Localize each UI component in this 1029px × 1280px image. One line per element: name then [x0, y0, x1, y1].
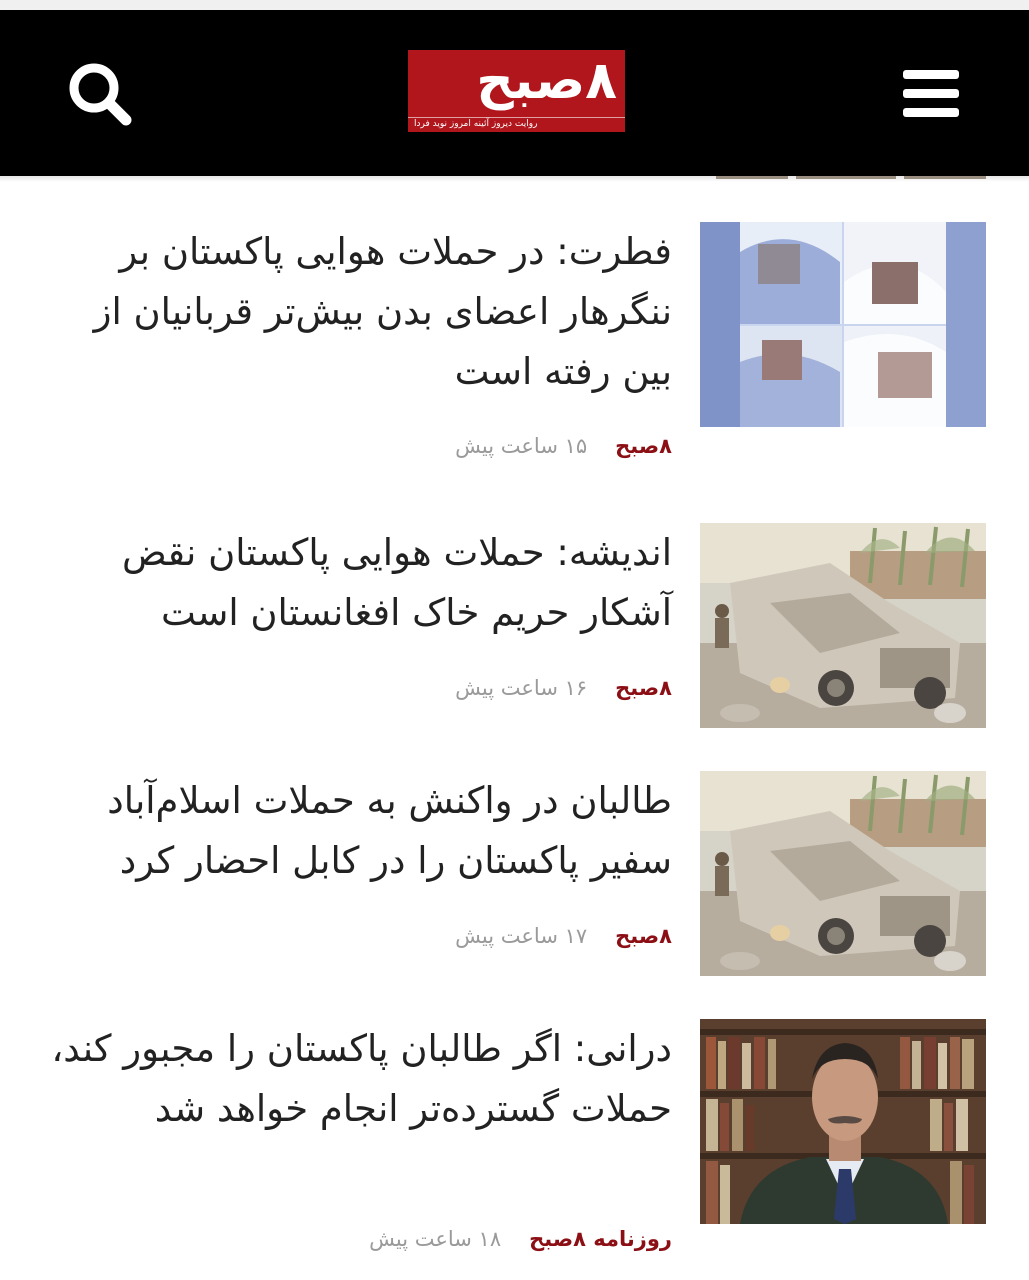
article-title[interactable]: طالبان در واکنش به حملات اسلام‌آباد سفیر پاکستان را در کابل احضار کرد	[107, 779, 672, 882]
article-time: ۱۷ ساعت پیش	[455, 924, 588, 948]
article-meta	[369, 1227, 672, 1251]
article-source[interactable]: ۸صبح	[615, 434, 672, 458]
previous-thumbnail-edge	[796, 176, 896, 179]
logo-divider	[408, 117, 625, 118]
article-thumbnail[interactable]	[700, 771, 986, 976]
destroyed-vehicle-image	[700, 771, 986, 976]
previous-thumbnail-edge	[904, 176, 986, 179]
menu-button[interactable]	[893, 58, 969, 128]
article-title[interactable]: درانی: اگر طالبان پاکستان را مجبور کند، حملات گسترده‌تر انجام خواهد شد	[51, 1027, 672, 1130]
hamburger-menu-icon	[893, 58, 969, 128]
article-time: ۱۸ ساعت پیش	[369, 1227, 502, 1251]
article-source[interactable]: ۸صبح	[615, 676, 672, 700]
logo-tagline: روایت دیروز آئینه امروز نوید فردا	[414, 119, 538, 129]
previous-thumbnail-edge	[716, 176, 788, 179]
logo-text: ۸صبح	[476, 51, 617, 111]
article-meta	[455, 924, 672, 948]
victims-photo-grid-image	[700, 222, 986, 427]
article-source[interactable]: روزنامه ۸صبح	[529, 1227, 672, 1251]
article-meta	[455, 434, 672, 458]
article-title[interactable]: اندیشه: حملات هوایی پاکستان نقض آشکار حریم خاک افغانستان است	[121, 531, 672, 634]
article-title[interactable]: فطرت: در حملات هوایی پاکستان بر ننگرهار اعضای بدن بیش‌تر قربانیان از بین رفته است	[93, 230, 672, 393]
article-thumbnail[interactable]	[700, 1019, 986, 1224]
article-source[interactable]: ۸صبح	[615, 924, 672, 948]
article-meta	[455, 676, 672, 700]
status-strip	[0, 0, 1029, 10]
article-thumbnail[interactable]	[700, 222, 986, 427]
article-time: ۱۵ ساعت پیش	[455, 434, 588, 458]
search-button[interactable]	[60, 54, 140, 134]
site-logo[interactable]	[408, 50, 625, 132]
man-portrait-image	[700, 1019, 986, 1224]
article-time: ۱۶ ساعت پیش	[455, 676, 588, 700]
article-thumbnail[interactable]	[700, 523, 986, 728]
site-header	[0, 10, 1029, 176]
search-icon	[60, 54, 140, 134]
destroyed-vehicle-image	[700, 523, 986, 728]
